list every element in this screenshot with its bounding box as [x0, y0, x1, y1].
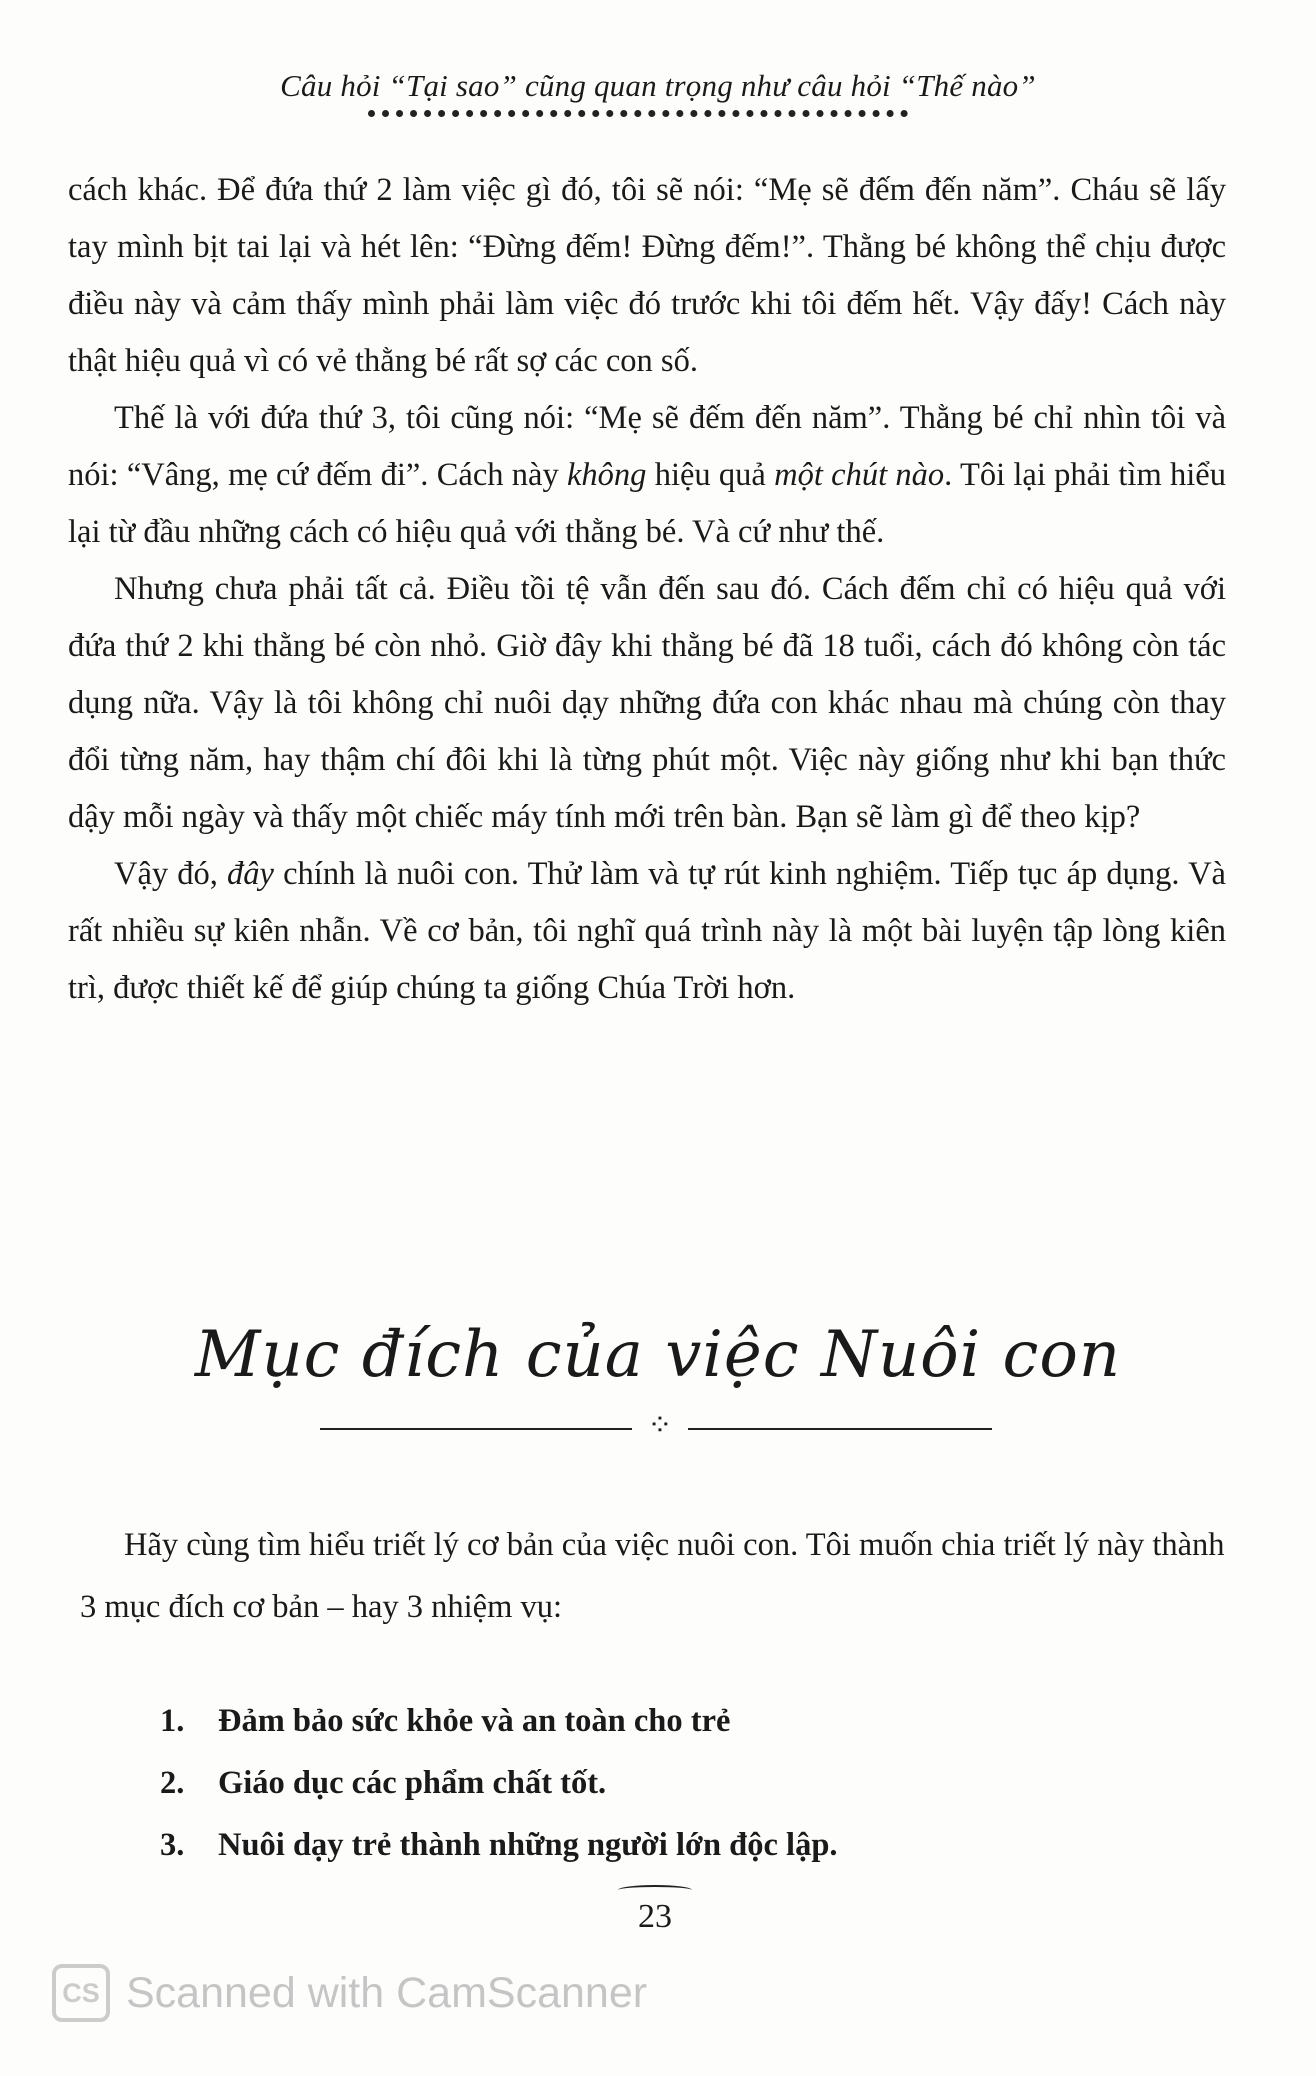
paragraph-3: Nhưng chưa phải tất cả. Điều tồi tệ vẫn đến sau đó. Cách đếm chỉ có hiệu quả với đứa thứ 2 khi thằng bé còn nhỏ. Giờ đây khi thằng bé đã 18 tuổi, cách đó không còn tác dụng nữa. Vậy là tôi không chỉ nuôi dạy những đứa con khác nhau mà chúng còn thay đổi từng năm, hay thậm chí đôi khi là từng phút một. Việc này giống như khi bạn thức dậy mỗi ngày và thấy một chiếc máy tính mới trên bàn. Bạn sẽ làm gì để theo kịp?	[68, 571, 1226, 835]
goal-number: 3.	[160, 1827, 185, 1863]
paragraph-2	[68, 390, 1226, 561]
header-dotted-rule	[368, 110, 908, 127]
intro-paragraph: Hãy cùng tìm hiểu triết lý cơ bản của việc nuôi con. Tôi muốn chia triết lý này thành 3 mục đích cơ bản – hay 3 nhiệm vụ:	[80, 1527, 1225, 1625]
body-text	[68, 162, 1226, 1017]
folio-swash	[618, 1885, 692, 1895]
section-title: Mục đích của việc Nuôi con	[194, 1318, 1122, 1392]
paragraph-4-text-a: Vậy đó,	[114, 856, 228, 892]
goal-item	[160, 1752, 1160, 1814]
paragraph-2-emphasis-a: không	[566, 457, 647, 493]
title-rule-right	[688, 1428, 992, 1430]
goal-list	[160, 1690, 1160, 1876]
camscanner-logo-icon: CS	[52, 1964, 110, 2022]
paragraph-2-text-c: . Tôi lại phải tìm hiểu lại từ đầu những cách có hiệu quả với thằng bé. Và cứ như thế.	[68, 457, 1226, 550]
paragraph-2-text-a: Thế là với đứa thứ 3, tôi cũng nói: “Mẹ sẽ đếm đến năm”. Thằng bé chỉ nhìn tôi và nói: “Vâng, mẹ cứ đếm đi”. Cách này	[68, 400, 1226, 493]
goal-text: Giáo dục các phẩm chất tốt.	[218, 1765, 607, 1801]
page-number: 23	[638, 1898, 672, 1935]
paragraph-2-text-b: hiệu quả	[646, 457, 775, 493]
paragraph-4-emphasis: đây	[227, 856, 274, 892]
goal-text: Đảm bảo sức khỏe và an toàn cho trẻ	[218, 1703, 731, 1739]
paragraph-4	[68, 846, 1226, 1017]
goal-number: 2.	[160, 1765, 185, 1801]
goal-text: Nuôi dạy trẻ thành những người lớn độc lập.	[218, 1827, 838, 1863]
running-header: Câu hỏi “Tại sao” cũng quan trọng như câu hỏi “Thế nào”	[280, 68, 1036, 103]
camscanner-watermark	[52, 1958, 647, 2028]
title-ornament-icon: ⁘	[647, 1409, 673, 1442]
goal-item	[160, 1690, 1160, 1752]
paragraph-4-text-b: chính là nuôi con. Thử làm và tự rút kinh nghiệm. Tiếp tục áp dụng. Và rất nhiều sự kiên nhẫn. Về cơ bản, tôi nghĩ quá trình này là một bài luyện tập lòng kiên trì, được thiết kế để giúp chúng ta giống Chúa Trời hơn.	[68, 856, 1226, 1006]
watermark-text: Scanned with CamScanner	[126, 1968, 648, 2017]
goal-item	[160, 1814, 1160, 1876]
title-rule-left	[320, 1428, 632, 1430]
section-intro	[80, 1514, 1230, 1638]
paragraph-1: cách khác. Để đứa thứ 2 làm việc gì đó, tôi sẽ nói: “Mẹ sẽ đếm đến năm”. Cháu sẽ lấy tay mình bịt tai lại và hét lên: “Đừng đếm! Đừng đếm!”. Thằng bé không thể chịu được điều này và cảm thấy mình phải làm việc đó trước khi tôi đếm hết. Vậy đấy! Cách này thật hiệu quả vì có vẻ thằng bé rất sợ các con số.	[68, 172, 1226, 379]
paragraph-2-emphasis-b: một chút nào	[774, 457, 945, 493]
goal-number: 1.	[160, 1703, 185, 1739]
